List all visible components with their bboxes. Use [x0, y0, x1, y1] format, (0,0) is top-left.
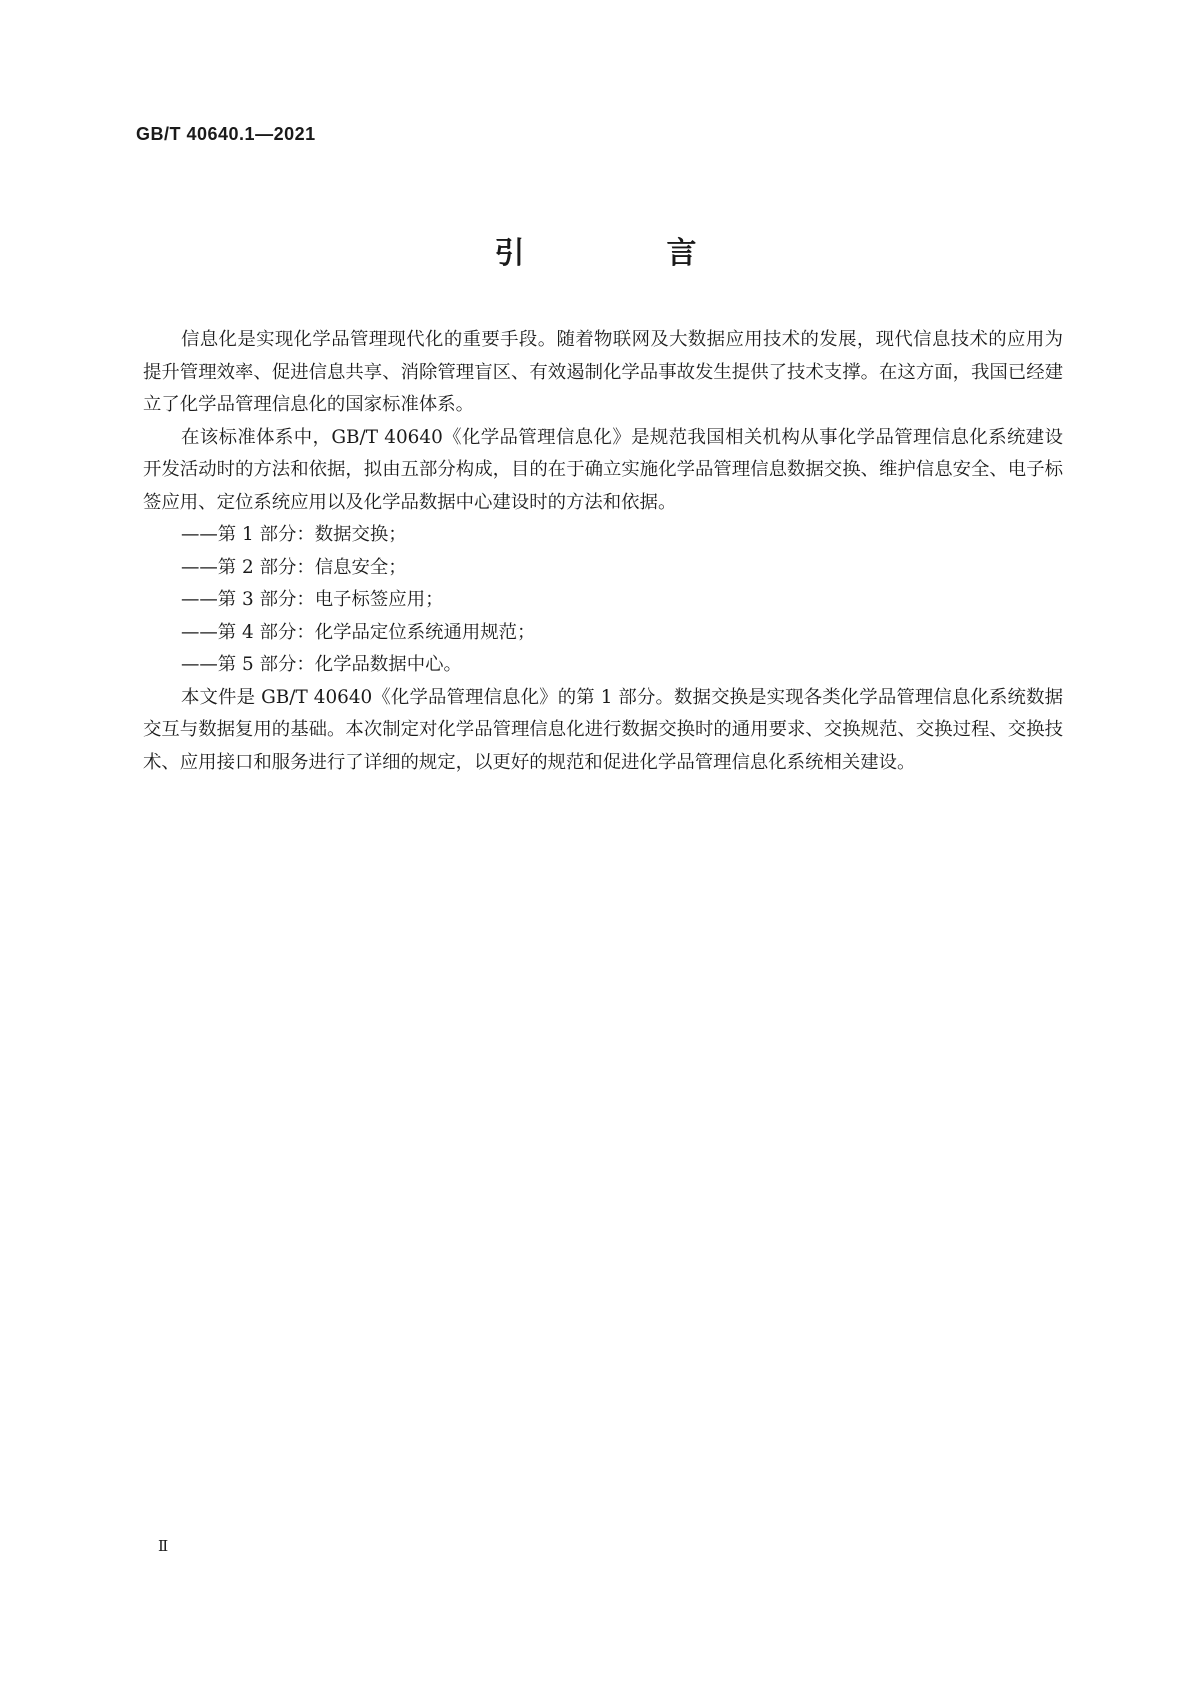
closing-paragraph: 本文件是 GB/T 40640《化学品管理信息化》的第 1 部分。数据交换是实现各类化学品管理信息化系统数据交互与数据复用的基础。本次制定对化学品管理信息化进行数据交换时的通用要求、交换规范、交换过程、交换技术、应用接口和服务进行了详细的规定，以更好的规范和促进化学品管理信息化系统相关建设。: [143, 686, 1063, 773]
standard-number: GB/T 40640.1—2021: [136, 124, 316, 144]
parts-list: [143, 519, 1063, 682]
list-item: ——第 1 部分：数据交换；: [181, 524, 407, 545]
page-title: 引 言: [494, 236, 753, 271]
paragraph: 信息化是实现化学品管理现代化的重要手段。随着物联网及大数据应用技术的发展，现代信息技术的应用为提升管理效率、促进信息共享、消除管理盲区、有效遏制化学品事故发生提供了技术支撑。在这方面，我国已经建立了化学品管理信息化的国家标准体系。: [143, 329, 1063, 415]
list-item: ——第 4 部分：化学品定位系统通用规范；: [181, 621, 536, 643]
introduction-body: [143, 324, 1063, 779]
list-item: ——第 5 部分：化学品数据中心。: [181, 654, 462, 675]
page-number: Ⅱ: [158, 1537, 169, 1555]
list-item: ——第 2 部分：信息安全；: [181, 556, 407, 578]
paragraph: 在该标准体系中，GB/T 40640《化学品管理信息化》是规范我国相关机构从事化学品管理信息化系统建设开发活动时的方法和依据，拟由五部分构成，目的在于确立实施化学品管理信息数据交换、维护信息安全、电子标签应用、定位系统应用以及化学品数据中心建设时的方法和依据。: [143, 426, 1063, 513]
list-item: ——第 3 部分：电子标签应用；: [181, 589, 444, 610]
